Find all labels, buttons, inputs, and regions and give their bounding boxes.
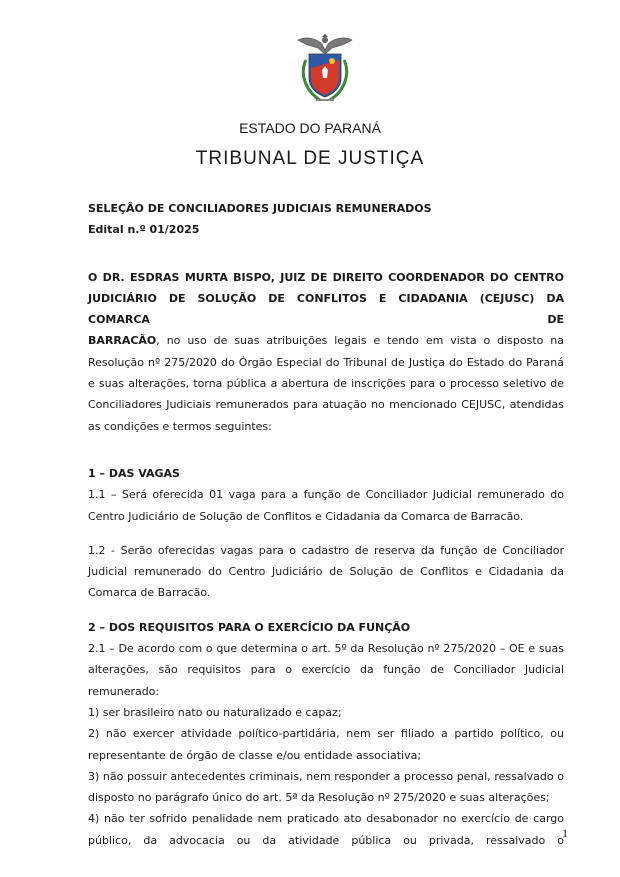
intro-bold-line-2: JUDICIÁRIO DE SOLUÇÃO DE CONFLITOS E CIDADANIA (CEJUSC) DA COMARCA DE — [88, 291, 564, 327]
intro-text-line-3: , no uso de suas atribuições legais e tendo em vista o disposto na — [156, 334, 564, 348]
intro-paragraph: Resolução nº 275/2020 do Órgão Especial do Tribunal de Justiça do Estado do Paraná e suas alterações, torna pública a abertura de inscrições para o processo seletivo de Conciliadores Judiciais remunerados para atuação no mencionado CEJUSC, atendidas as condições e termos seguintes: — [88, 355, 564, 433]
requirement-item: 1) ser brasileiro nato ou naturalizado e capaz; — [88, 705, 342, 719]
edital-number: Edital n.º 01/2025 — [88, 223, 200, 237]
selection-title: SELEÇÃO DE CONCILIADORES JUDICIAIS REMUNERADOS — [88, 202, 432, 215]
section-1-paragraph-2: 1.2 - Serão oferecidas vagas para o cadastro de reserva da função de Conciliador Judicial remunerado do Centro Judiciário de Solução de Conflitos e Cidadania da Comarca de Barracão. — [88, 543, 564, 600]
section-2-heading: 2 – DOS REQUISITOS PARA O EXERCÍCIO DA FUNÇÃO — [88, 620, 411, 634]
intro-bold-comarca: BARRACÃO — [88, 334, 157, 348]
requirement-item: 3) não possuir antecedentes criminais, nem responder a processo penal, ressalvado o disposto no parágrafo único do art. 5ª da Resolução nº 275/2020 e suas alterações; — [88, 769, 564, 805]
document-body — [88, 198, 564, 851]
section-1-paragraph-1: 1.1 – Será oferecida 01 vaga para a função de Conciliador Judicial remunerado do Centro Judiciário de Solução de Conflitos e Cidadania da Comarca de Barracão. — [88, 488, 564, 523]
intro-bold-line-1: O DR. ESDRAS MURTA BISPO, JUIZ DE DIREITO COORDENADOR DO CENTRO — [88, 270, 564, 284]
requirement-item: 2) não exercer atividade político-partidária, nem ser filiado a partido político, ou representante de órgão de classe e/ou entidade associativa; — [88, 727, 564, 762]
parana-coat-of-arms-icon — [296, 30, 354, 108]
intro-line-3 — [88, 330, 564, 351]
requirement-item: 4) não ter sofrido penalidade nem praticado ato desabonador no exercício de cargo público, da advocacia ou da atividade pública ou privada, ressalvado o — [88, 812, 564, 847]
state-heading: ESTADO DO PARANÁ — [239, 120, 381, 136]
section-1-heading: 1 – DAS VAGAS — [88, 466, 180, 480]
section-2-paragraph-1: 2.1 – De acordo com o que determina o art. 5º da Resolução nº 275/2020 – OE e suas alterações, são requisitos para o exercício da função de Conciliador Judicial remunerado: — [88, 642, 564, 698]
court-heading: TRIBUNAL DE JUSTIÇA — [195, 148, 425, 169]
page-number: 1 — [562, 826, 568, 840]
